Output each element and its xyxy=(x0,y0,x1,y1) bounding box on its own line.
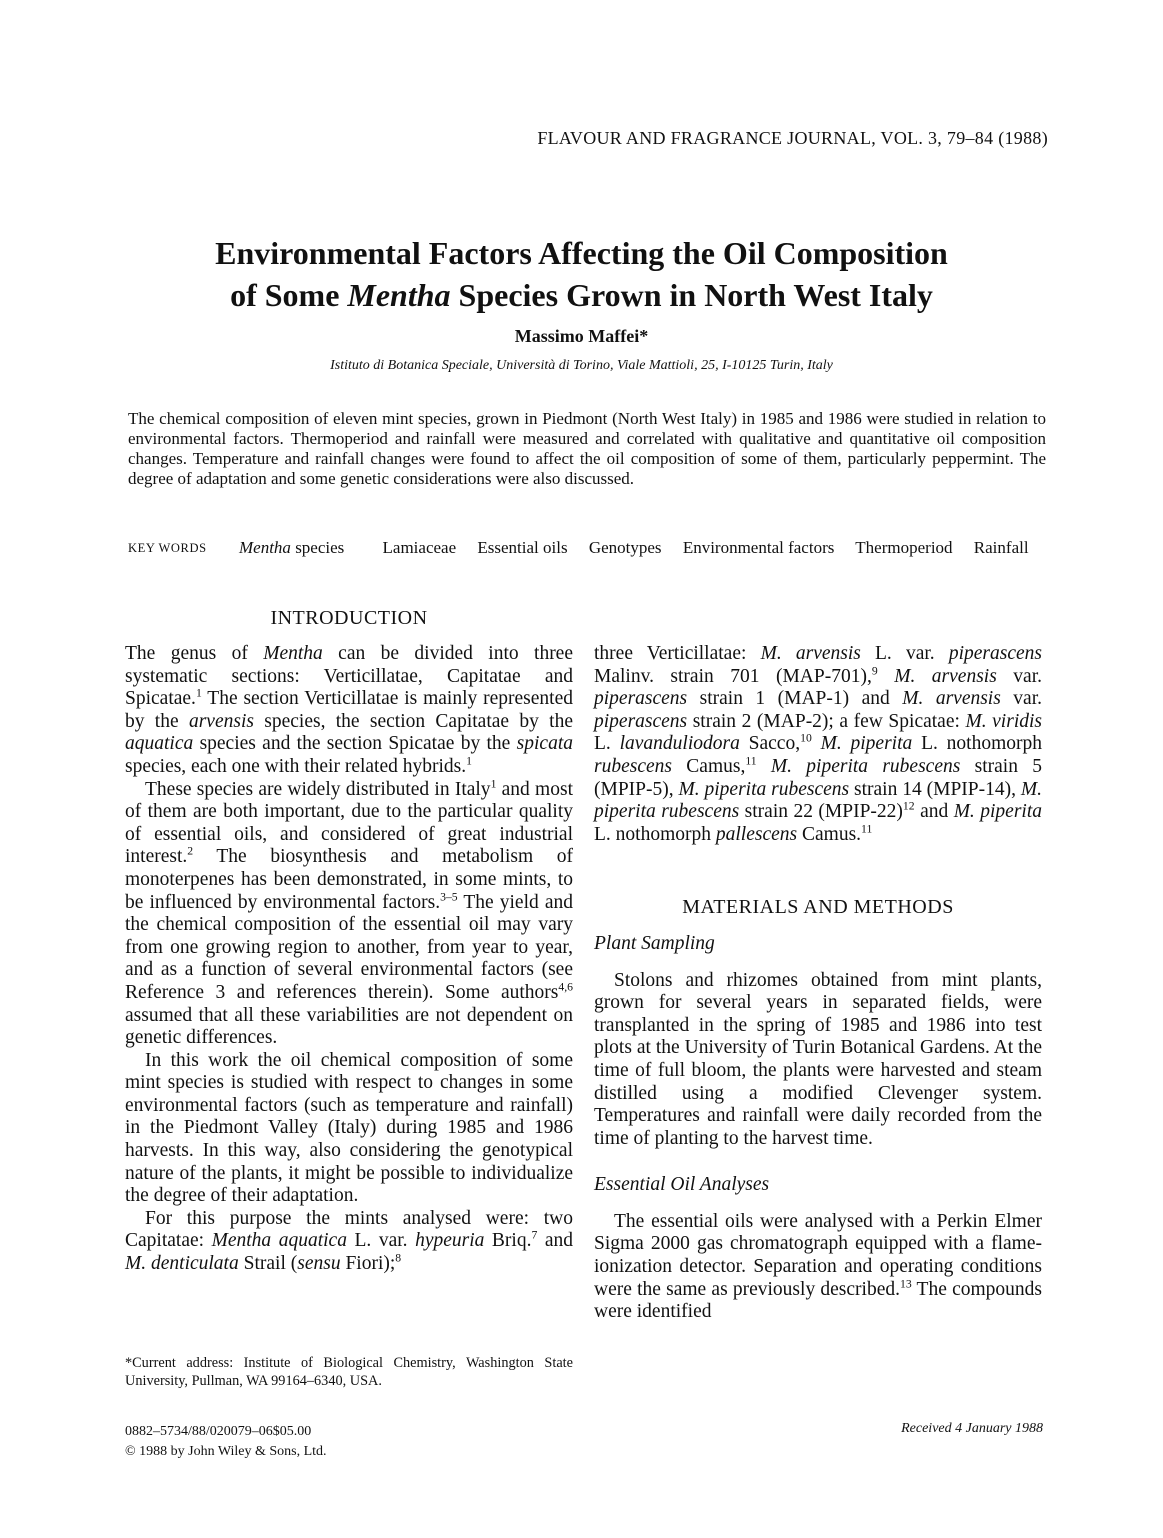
author-name: Massimo Maffei* xyxy=(514,326,649,346)
intro-paragraph-4-continued: three Verticillatae: M. arvensis L. var. piperascens Malinv. strain 701 (MAP-701),$^9$ M. arvensis var. piperascens strain 1 (MAP-1) and M. arvensis var. piperascens strain 2 (MAP-2); a few Spicatae: M. viridis L. lavanduliodora Sacco,$^{10}$ M. piperita L. nothomorph rubescens Camus,$^{11}$ M. piperita rubescens strain 5 (MPIP-5), M. piperita rubescens strain 14 (MPIP-14), M. piperita rubescens strain 22 (MPIP-22)$^{12}$ and M. piperita L. nothomorph pallescens Camus.$^{11}$ xyxy=(594,643,1043,845)
left-column xyxy=(125,643,573,1276)
title-line-2-prefix: of Some xyxy=(230,277,348,313)
title-line-1: Environmental Factors Affecting the Oil Composition xyxy=(215,235,948,271)
keyword-1: Mentha species xyxy=(239,538,345,557)
keyword-2: Lamiaceae xyxy=(382,538,457,557)
issn-code: 0882–5734/88/020079–06$05.00 xyxy=(125,1424,312,1439)
keywords-list xyxy=(239,537,1049,559)
essential-oil-heading: Essential Oil Analyses xyxy=(594,1174,770,1196)
title-line-2-genus: Mentha xyxy=(347,277,451,313)
keyword-3: Essential oils xyxy=(477,538,568,557)
essential-oil-paragraph: The essential oils were analysed with a Perkin Elmer Sigma 2000 gas chromatograph equipped with a flame-ionization detector. Separation and operating conditions were the same as previously described.$^{13}$ The compounds were identified xyxy=(594,1210,1042,1323)
abstract: The chemical composition of eleven mint species, grown in Piedmont (North West Italy) in 1985 and 1986 were studied in relation to environmental factors. Thermoperiod and rainfall were measured and correlated with qualitative and quantitative oil composition changes. Temperature and rainfall changes were found to affect the oil composition of some of them, particularly peppermint. The degree of adaptation and some genetic considerations were also discussed. xyxy=(128,409,1046,488)
right-column xyxy=(594,643,1042,1324)
keyword-7: Rainfall xyxy=(973,538,1029,557)
intro-paragraph-3: In this work the oil chemical composition of some mint species is studied with respect to changes in some environmental factors (such as temperature and rainfall) in the Piedmont Valley (Italy) during 1985 and 1986 harvests. In this way, also considering the genotypical nature of the plants, it might be possible to individualize the degree of their adaptation. xyxy=(125,1049,573,1207)
plant-sampling-paragraph: Stolons and rhizomes obtained from mint plants, grown for several years in separated fields, were transplanted in the spring of 1985 and 1986 into test plots at the University of Turin Botanical Gardens. At the time of full bloom, the plants were harvested and steam distilled using a modified Clevenger system. Temperatures and rainfall were daily recorded from the time of planting to the harvest time. xyxy=(594,969,1042,1149)
author-affiliation: Istituto di Botanica Speciale, Università di Torino, Viale Mattioli, 25, I-10125 Turin, Italy xyxy=(330,358,833,373)
intro-paragraph-4: For this purpose the mints analysed were: two Capitatae: Mentha aquatica L. var. hypeuria Briq.$^7$ and M. denticulata Strail (sensu Fiori);$^8$ xyxy=(125,1207,574,1275)
plant-sampling-heading: Plant Sampling xyxy=(594,932,715,954)
keywords-block xyxy=(128,537,1058,581)
paper-title xyxy=(0,232,1163,316)
keyword-5: Environmental factors xyxy=(682,538,835,557)
journal-header: FLAVOUR AND FRAGRANCE JOURNAL, VOL. 3, 79–84 (1988) xyxy=(537,128,1048,148)
introduction-heading: INTRODUCTION xyxy=(270,607,428,629)
keyword-6: Thermoperiod xyxy=(855,538,953,557)
keyword-4: Genotypes xyxy=(588,538,662,557)
materials-methods-heading: MATERIALS AND METHODS xyxy=(682,896,954,919)
title-line-2-suffix: Species Grown in North West Italy xyxy=(450,277,933,313)
intro-paragraph-1: The genus of Mentha can be divided into three systematic sections: Verticillatae, Capitatae and Spicatae.$^1$ The section Verticillatae is mainly represented by the arvensis species, the section Capitatae by the aquatica species and the section Spicatae by the spicata species, each one with their related hybrids.$^1$ xyxy=(125,643,573,777)
title-line-2 xyxy=(0,274,1163,316)
keywords-label: KEY WORDS xyxy=(128,541,207,555)
footnote: *Current address: Institute of Biological Chemistry, Washington State University, Pullman, WA 99164–6340, USA. xyxy=(125,1355,573,1389)
publication-info xyxy=(125,1422,327,1462)
copyright-line: © 1988 by John Wiley & Sons, Ltd. xyxy=(125,1444,327,1459)
intro-paragraph-2: These species are widely distributed in Italy$^1$ and most of them are both important, due to the particular quality of essential oils, and considered of great industrial interest.$^2$ The biosynthesis and metabolism of monoterpenes has been demonstrated, in some mints, to be influenced by environmental factors.$^{3-5}$ The yield and the chemical composition of the essential oil may vary from one growing region to another, from year to year, and as a function of several environmental factors (see Reference 3 and references therein). Some authors$^{4,6}$ assumed that all these variabilities are not dependent on genetic differences. xyxy=(125,777,573,1049)
received-date: Received 4 January 1988 xyxy=(901,1421,1043,1436)
